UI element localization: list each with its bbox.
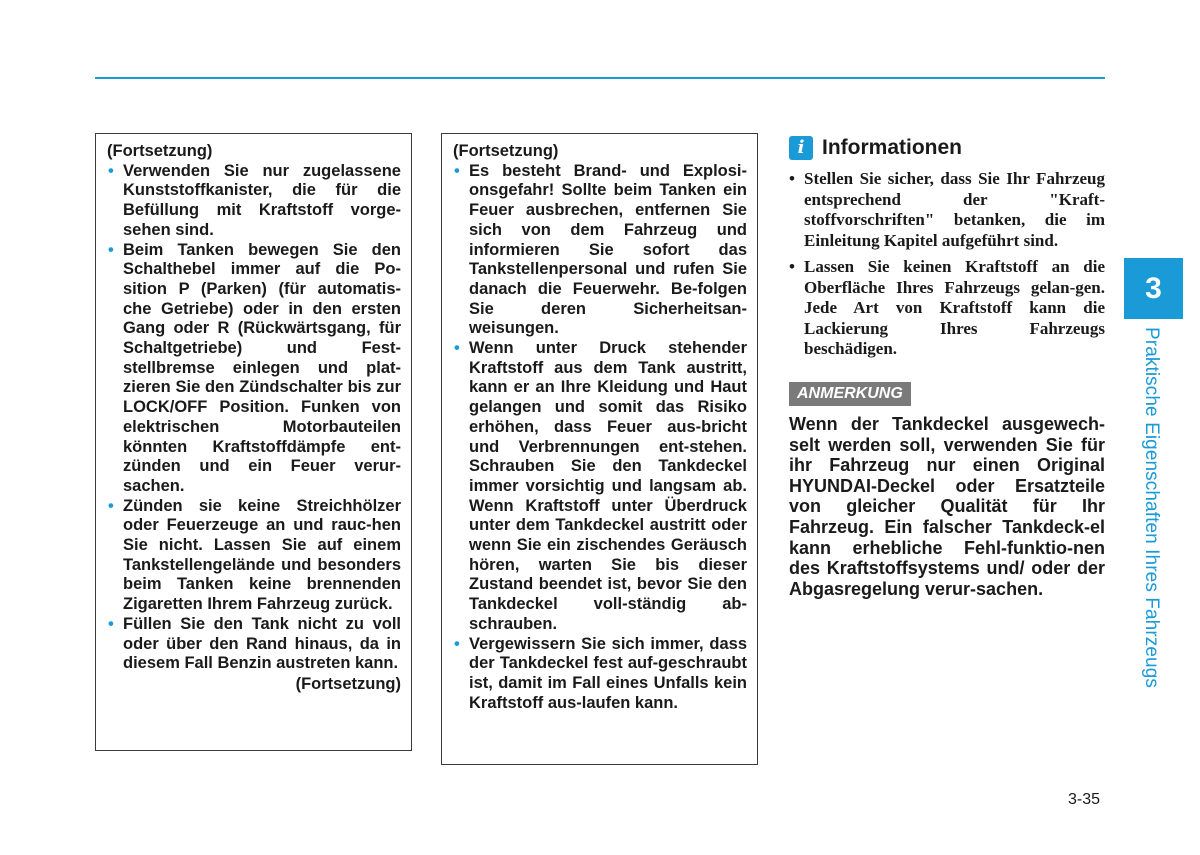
page-number: 3-35: [1068, 791, 1101, 808]
note-text: Wenn der Tankdeckel ausgewech-selt werden soll, verwenden Sie für ihr Fahrzeug nur einen Original HYUNDAI-Deckel oder Ersatzteile von gleicher Qualität für Ihr Fahrzeug. Ein falscher Tankdeck-el kann erhebliche Fehl-funktio-nen des Kraftstoffsystems und/ oder der Abgasregelung verur-sachen.: [789, 414, 1105, 599]
bullet-icon: •: [108, 496, 114, 515]
information-list: [789, 169, 1105, 366]
list-item: • Füllen Sie den Tank nicht zu voll oder über den Rand hinaus, da in diesem Fall Benzin austreten kann.: [108, 614, 401, 673]
continuation-footer: (Fortsetzung): [295, 674, 401, 693]
chapter-title: Praktische Eigenschaften Ihres Fahrzeugs: [1141, 327, 1162, 688]
list-item: • Beim Tanken bewegen Sie den Schalthebel immer auf die Po-sition P (Parken) (für automatis-che Getriebe) oder in den ersten Gang oder R (Rückwärtsgang, für Schaltgetriebe) und Fest-stellbremse einlegen und plat-zieren Sie den Zündschalter bis zur LOCK/OFF Position. Funken von elektrischen Motorbauteilen könnten Kraftstoffdämpfe ent-zünden und ein Feuer verur-sachen.: [108, 240, 401, 495]
list-item: • Es besteht Brand- und Explosi-onsgefahr! Sollte beim Tanken ein Feuer ausbrechen, entfernen Sie sich von dem Fahrzeug und informieren Sie sofort das Tankstellenpersonal und rufen Sie danach die Feuerwehr. Be-folgen Sie deren Sicherheitsan-weisungen.: [454, 161, 747, 338]
continuation-heading: (Fortsetzung): [453, 142, 559, 160]
warning-box-middle: [441, 133, 758, 765]
list-item: • Wenn unter Druck stehender Kraftstoff aus dem Tank austritt, kann er an Ihre Kleidung und Haut gelangen und somit das Risiko erhöhen, dass Feuer aus-bricht und Verbrennungen ent-stehen. Schrauben Sie den Tankdeckel immer vorsichtig und langsam ab. Wenn Kraftstoff unter Überdruck unter dem Tankdeckel austritt oder wenn Sie ein zischendes Geräusch hören, warten Sie bis dieser Zustand beendet ist, bevor Sie den Tankdeckel voll-ständig ab-schrauben.: [454, 339, 747, 633]
bullet-icon: •: [454, 339, 460, 358]
header-rule: [95, 77, 1105, 79]
list-item: • Stellen Sie sicher, dass Sie Ihr Fahrzeug entsprechend der "Kraft-stoffvorschriften" betanken, die im Einleitung Kapitel aufgeführt sind.: [789, 169, 1105, 250]
bullet-icon: •: [454, 634, 460, 653]
info-icon: i: [789, 136, 813, 160]
information-title: Informationen: [822, 136, 962, 159]
note-badge: ANMERKUNG: [789, 382, 911, 406]
list-item: • Verwenden Sie nur zugelassene Kunststoffkanister, die für die Befüllung mit Kraftstoff vorge-sehen sind.: [108, 161, 401, 239]
warning-list: [107, 162, 401, 674]
information-header: [789, 136, 962, 160]
warning-list: [453, 162, 747, 714]
bullet-icon: •: [789, 169, 795, 188]
warning-box-left: [95, 133, 412, 751]
list-item: • Lassen Sie keinen Kraftstoff an die Oberfläche Ihres Fahrzeugs gelan-gen. Jede Art von Kraftstoff kann die Lackierung Ihres Fahrzeugs beschädigen.: [789, 257, 1105, 358]
continuation-heading: (Fortsetzung): [107, 142, 213, 160]
bullet-icon: •: [108, 161, 114, 180]
list-item: • Vergewissern Sie sich immer, dass der Tankdeckel fest auf-geschraubt ist, damit im Fall eines Unfalls kein Kraftstoff aus-laufen kann.: [454, 634, 747, 712]
bullet-icon: •: [108, 240, 114, 259]
bullet-icon: •: [789, 257, 795, 276]
list-item: • Zünden sie keine Streichhölzer oder Feuerzeuge an und rauc-hen Sie nicht. Lassen Sie auf einem Tankstellengelände und besonders beim Tanken keine brennenden Zigaretten Ihrem Fahrzeug zurück.: [108, 496, 401, 614]
bullet-icon: •: [454, 161, 460, 180]
bullet-icon: •: [108, 614, 114, 633]
chapter-number-tab: 3: [1124, 258, 1183, 319]
